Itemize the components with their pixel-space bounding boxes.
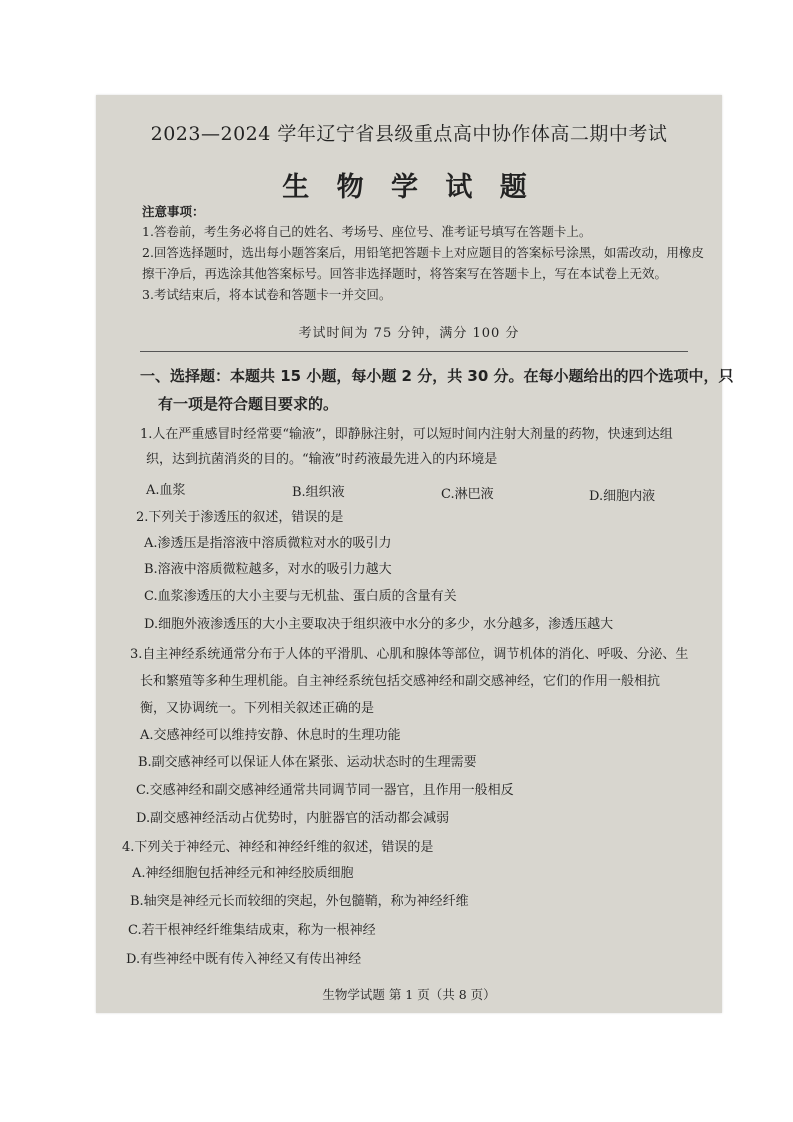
option-a: A.交感神经可以维持安静、休息时的生理功能 [140,728,401,743]
question-3: 长和繁殖等多种生理机能。自主神经系统包括交感神经和副交感神经，它们的作用一般相抗 [140,674,661,689]
section-heading: 有一项是符合题目要求的。 [158,395,339,413]
page-footer: 生物学试题 第 1 页（共 8 页） [322,987,496,1002]
option-c: C.交感神经和副交感神经通常共同调节同一器官，且作用一般相反 [136,783,514,798]
option-a: A.血浆 [146,483,186,498]
option-a: A.渗透压是指溶液中溶质微粒对水的吸引力 [144,536,392,551]
exam-time: 考试时间为 75 分钟，满分 100 分 [298,326,520,341]
option-b: B.组织液 [292,485,345,500]
option-d: D.细胞内液 [589,489,656,504]
notice-line: 擦干净后，再选涂其他答案标号。回答非选择题时，将答案写在答题卡上，写在本试卷上无效。 [142,266,668,281]
subject-title: 生 物 学 试 题 [282,172,536,203]
option-b: B.轴突是神经元长而较细的突起，外包髓鞘，称为神经纤维 [130,894,469,909]
exam-title: 2023—2024 学年辽宁省县级重点高中协作体高二期中考试 [150,123,668,145]
option-c: C.若干根神经纤维集结成束，称为一根神经 [128,923,376,938]
option-c: C.淋巴液 [441,487,494,502]
question-3: 衡，又协调统一。下列相关叙述正确的是 [140,701,375,716]
option-d: D.有些神经中既有传入神经又有传出神经 [126,952,362,967]
question-1: 1.人在严重感冒时经常要“输液”，即静脉注射，可以短时间内注射大剂量的药物，快速到达组 [140,427,673,442]
question-3: 3.自主神经系统通常分布于人体的平滑肌、心肌和腺体等部位，调节机体的消化、呼吸、分泌、生 [130,647,689,662]
notice-line: 1.答卷前，考生务必将自己的姓名、考场号、座位号、准考证号填写在答题卡上。 [142,224,592,239]
option-b: B.副交感神经可以保证人体在紧张、运动状态时的生理需要 [138,755,477,770]
question-4: 4.下列关于神经元、神经和神经纤维的叙述，错误的是 [122,840,434,855]
exam-page [96,95,734,1013]
notice-line: 3.考试结束后，将本试卷和答题卡一并交回。 [142,287,392,302]
option-c: C.血浆渗透压的大小主要与无机盐、蛋白质的含量有关 [144,589,457,604]
option-d: D.副交感神经活动占优势时，内脏器官的活动都会减弱 [136,811,450,826]
divider [140,351,688,352]
option-a: A.神经细胞包括神经元和神经胶质细胞 [132,866,354,881]
option-b: B.溶液中溶质微粒越多，对水的吸引力越大 [144,562,392,577]
question-1: 织，达到抗菌消炎的目的。“输液”时药液最先进入的内环境是 [146,452,498,467]
notice-line: 2.回答选择题时，选出每小题答案后，用铅笔把答题卡上对应题目的答案标号涂黑，如需改动，用橡皮 [142,245,704,260]
section-heading: 一、选择题：本题共 15 小题，每小题 2 分，共 30 分。在每小题给出的四个选项中，只 [140,367,734,385]
option-d: D.细胞外液渗透压的大小主要取决于组织液中水分的多少，水分越多，渗透压越大 [144,617,614,632]
question-2: 2.下列关于渗透压的叙述，错误的是 [136,510,344,525]
notice-heading: 注意事项： [142,204,205,219]
